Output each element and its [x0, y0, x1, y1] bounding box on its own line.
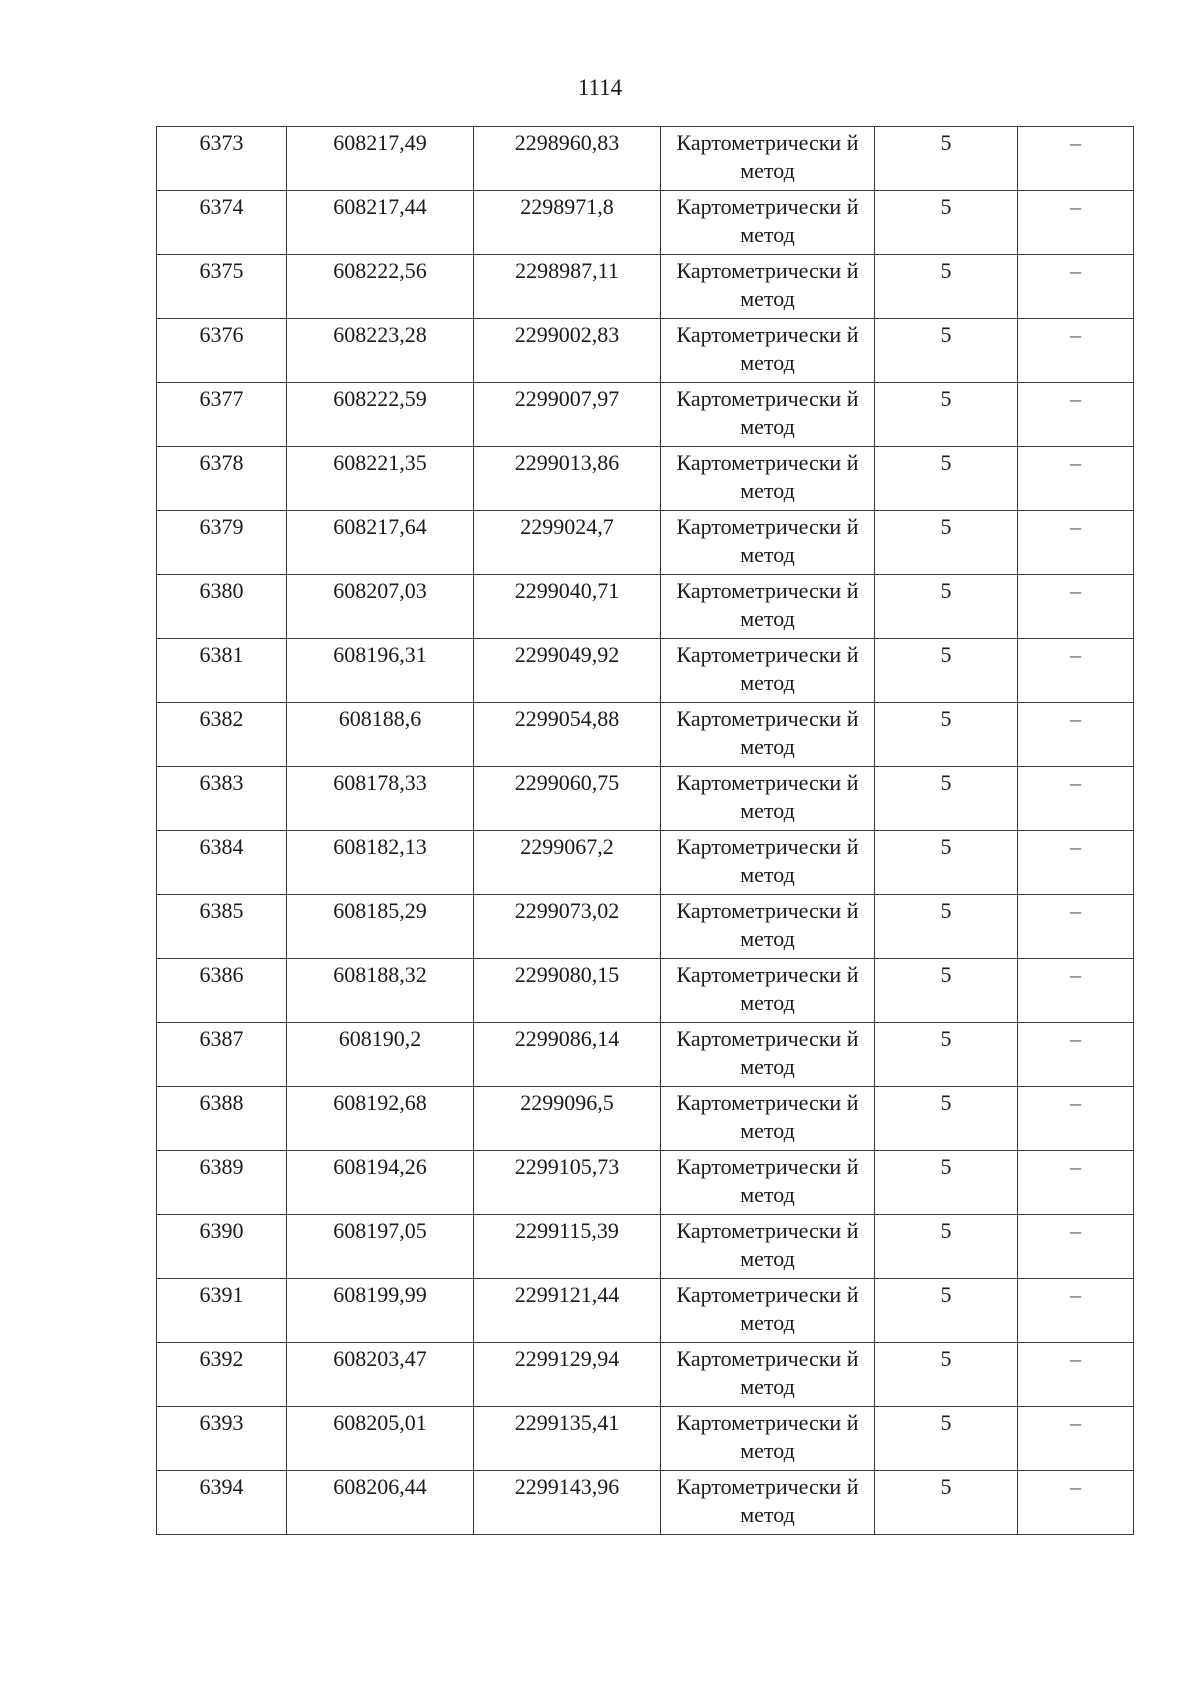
method-cell [661, 511, 875, 575]
point-number-cell [157, 767, 287, 831]
table-row [157, 1279, 1134, 1343]
method-cell-text: Картометрически й метод [676, 1410, 859, 1463]
y-coordinate-cell-text: 2298960,83 [514, 130, 620, 155]
note-cell-text: – [1070, 898, 1081, 923]
point-number-cell [157, 575, 287, 639]
method-cell-text: Картометрически й метод [676, 194, 859, 247]
point-number-cell-text: 6383 [199, 770, 244, 795]
page-number: 1114 [577, 75, 623, 100]
accuracy-cell-text: 5 [940, 514, 952, 539]
table-row [157, 383, 1134, 447]
point-number-cell-text: 6375 [199, 258, 244, 283]
accuracy-cell-text: 5 [940, 450, 952, 475]
note-cell [1018, 383, 1134, 447]
accuracy-cell-text: 5 [940, 1282, 952, 1307]
accuracy-cell-text: 5 [940, 834, 952, 859]
y-coordinate-cell [474, 1279, 661, 1343]
note-cell [1018, 255, 1134, 319]
note-cell-text: – [1070, 770, 1081, 795]
y-coordinate-cell [474, 575, 661, 639]
point-number-cell [157, 639, 287, 703]
point-number-cell-text: 6390 [199, 1218, 244, 1243]
x-coordinate-cell-text: 608185,29 [333, 898, 427, 923]
point-number-cell [157, 1087, 287, 1151]
x-coordinate-cell-text: 608221,35 [333, 450, 427, 475]
accuracy-cell [875, 255, 1018, 319]
accuracy-cell [875, 383, 1018, 447]
accuracy-cell-text: 5 [940, 1346, 952, 1371]
method-cell [661, 1471, 875, 1535]
x-coordinate-cell [287, 191, 474, 255]
y-coordinate-cell [474, 831, 661, 895]
x-coordinate-cell [287, 511, 474, 575]
y-coordinate-cell [474, 191, 661, 255]
method-cell-text: Картометрически й метод [676, 322, 859, 375]
y-coordinate-cell [474, 511, 661, 575]
accuracy-cell-text: 5 [940, 1026, 952, 1051]
x-coordinate-cell [287, 959, 474, 1023]
point-number-cell [157, 447, 287, 511]
method-cell [661, 575, 875, 639]
point-number-cell [157, 1407, 287, 1471]
y-coordinate-cell-text: 2299143,96 [514, 1474, 620, 1499]
point-number-cell [157, 127, 287, 191]
x-coordinate-cell [287, 1151, 474, 1215]
point-number-cell-text: 6377 [199, 386, 244, 411]
point-number-cell [157, 703, 287, 767]
note-cell-text: – [1070, 1474, 1081, 1499]
accuracy-cell-text: 5 [940, 1154, 952, 1179]
note-cell-text: – [1070, 1410, 1081, 1435]
note-cell [1018, 1407, 1134, 1471]
x-coordinate-cell-text: 608188,32 [333, 962, 427, 987]
x-coordinate-cell-text: 608190,2 [338, 1026, 422, 1051]
table-row [157, 511, 1134, 575]
method-cell-text: Картометрически й метод [676, 834, 859, 887]
y-coordinate-cell [474, 255, 661, 319]
x-coordinate-cell [287, 831, 474, 895]
accuracy-cell [875, 1279, 1018, 1343]
note-cell [1018, 319, 1134, 383]
table-row [157, 191, 1134, 255]
note-cell-text: – [1070, 1218, 1081, 1243]
point-number-cell-text: 6373 [199, 130, 244, 155]
accuracy-cell [875, 511, 1018, 575]
note-cell [1018, 1471, 1134, 1535]
y-coordinate-cell [474, 1087, 661, 1151]
point-number-cell-text: 6382 [199, 706, 244, 731]
note-cell-text: – [1070, 1090, 1081, 1115]
note-cell-text: – [1070, 578, 1081, 603]
method-cell-text: Картометрически й метод [676, 578, 859, 631]
y-coordinate-cell [474, 1023, 661, 1087]
table-row [157, 895, 1134, 959]
table-row [157, 575, 1134, 639]
method-cell [661, 191, 875, 255]
point-number-cell [157, 895, 287, 959]
x-coordinate-cell-text: 608217,49 [333, 130, 427, 155]
y-coordinate-cell-text: 2299040,71 [514, 578, 620, 603]
x-coordinate-cell-text: 608203,47 [333, 1346, 427, 1371]
y-coordinate-cell-text: 2299002,83 [514, 322, 620, 347]
method-cell-text: Картометрически й метод [676, 1090, 859, 1143]
y-coordinate-cell [474, 127, 661, 191]
accuracy-cell-text: 5 [940, 1090, 952, 1115]
accuracy-cell-text: 5 [940, 898, 952, 923]
method-cell-text: Картометрически й метод [676, 706, 859, 759]
note-cell [1018, 895, 1134, 959]
method-cell-text: Картометрически й метод [676, 770, 859, 823]
method-cell-text: Картометрически й метод [676, 1474, 859, 1527]
point-number-cell-text: 6376 [199, 322, 244, 347]
accuracy-cell [875, 1407, 1018, 1471]
note-cell-text: – [1070, 386, 1081, 411]
y-coordinate-cell [474, 1407, 661, 1471]
point-number-cell [157, 1215, 287, 1279]
accuracy-cell [875, 767, 1018, 831]
note-cell [1018, 447, 1134, 511]
method-cell [661, 1279, 875, 1343]
accuracy-cell-text: 5 [940, 130, 952, 155]
accuracy-cell-text: 5 [940, 1218, 952, 1243]
method-cell [661, 1343, 875, 1407]
x-coordinate-cell [287, 1215, 474, 1279]
y-coordinate-cell-text: 2298987,11 [515, 258, 619, 283]
point-number-cell [157, 255, 287, 319]
accuracy-cell [875, 191, 1018, 255]
point-number-cell [157, 959, 287, 1023]
method-cell [661, 383, 875, 447]
point-number-cell-text: 6385 [199, 898, 244, 923]
x-coordinate-cell [287, 255, 474, 319]
point-number-cell-text: 6379 [199, 514, 244, 539]
table-row [157, 1151, 1134, 1215]
method-cell-text: Картометрически й метод [676, 514, 859, 567]
table-row [157, 1215, 1134, 1279]
method-cell [661, 703, 875, 767]
y-coordinate-cell [474, 639, 661, 703]
x-coordinate-cell [287, 319, 474, 383]
x-coordinate-cell-text: 608188,6 [338, 706, 422, 731]
y-coordinate-cell-text: 2299121,44 [514, 1282, 620, 1307]
method-cell-text: Картометрически й метод [676, 1346, 859, 1399]
accuracy-cell [875, 959, 1018, 1023]
accuracy-cell [875, 447, 1018, 511]
point-number-cell [157, 511, 287, 575]
point-number-cell [157, 1023, 287, 1087]
method-cell [661, 959, 875, 1023]
accuracy-cell [875, 1023, 1018, 1087]
note-cell-text: – [1070, 1282, 1081, 1307]
y-coordinate-cell-text: 2299115,39 [515, 1218, 619, 1243]
method-cell [661, 319, 875, 383]
x-coordinate-cell-text: 608192,68 [333, 1090, 427, 1115]
point-number-cell-text: 6381 [199, 642, 244, 667]
note-cell-text: – [1070, 322, 1081, 347]
method-cell-text: Картометрически й метод [676, 1218, 859, 1271]
y-coordinate-cell-text: 2298971,8 [520, 194, 614, 219]
accuracy-cell-text: 5 [940, 258, 952, 283]
method-cell [661, 1407, 875, 1471]
point-number-cell-text: 6388 [199, 1090, 244, 1115]
y-coordinate-cell [474, 767, 661, 831]
x-coordinate-cell-text: 608197,05 [333, 1218, 427, 1243]
point-number-cell-text: 6378 [199, 450, 244, 475]
method-cell-text: Картометрически й метод [676, 898, 859, 951]
method-cell-text: Картометрически й метод [676, 962, 859, 1015]
accuracy-cell-text: 5 [940, 962, 952, 987]
y-coordinate-cell-text: 2299073,02 [514, 898, 620, 923]
x-coordinate-cell-text: 608205,01 [333, 1410, 427, 1435]
note-cell [1018, 1215, 1134, 1279]
x-coordinate-cell [287, 447, 474, 511]
method-cell-text: Картометрически й метод [676, 258, 859, 311]
point-number-cell [157, 831, 287, 895]
accuracy-cell [875, 895, 1018, 959]
x-coordinate-cell [287, 1087, 474, 1151]
y-coordinate-cell-text: 2299080,15 [514, 962, 620, 987]
x-coordinate-cell-text: 608196,31 [333, 642, 427, 667]
table-row [157, 831, 1134, 895]
point-number-cell-text: 6392 [199, 1346, 244, 1371]
note-cell-text: – [1070, 130, 1081, 155]
coordinates-table-body [157, 127, 1134, 1535]
method-cell [661, 1023, 875, 1087]
note-cell [1018, 575, 1134, 639]
method-cell-text: Картометрически й метод [676, 130, 859, 183]
x-coordinate-cell [287, 127, 474, 191]
y-coordinate-cell [474, 383, 661, 447]
note-cell [1018, 959, 1134, 1023]
point-number-cell-text: 6374 [199, 194, 244, 219]
accuracy-cell [875, 639, 1018, 703]
note-cell [1018, 511, 1134, 575]
y-coordinate-cell [474, 1215, 661, 1279]
accuracy-cell [875, 127, 1018, 191]
point-number-cell [157, 1151, 287, 1215]
x-coordinate-cell-text: 608223,28 [333, 322, 427, 347]
y-coordinate-cell [474, 319, 661, 383]
x-coordinate-cell [287, 575, 474, 639]
accuracy-cell-text: 5 [940, 194, 952, 219]
accuracy-cell [875, 1215, 1018, 1279]
method-cell-text: Картометрически й метод [676, 450, 859, 503]
note-cell [1018, 191, 1134, 255]
table-row [157, 1407, 1134, 1471]
table-row [157, 639, 1134, 703]
x-coordinate-cell [287, 1023, 474, 1087]
y-coordinate-cell-text: 2299096,5 [520, 1090, 614, 1115]
method-cell [661, 831, 875, 895]
y-coordinate-cell [474, 895, 661, 959]
y-coordinate-cell-text: 2299013,86 [514, 450, 620, 475]
method-cell-text: Картометрически й метод [676, 386, 859, 439]
table-row [157, 1471, 1134, 1535]
table-row [157, 447, 1134, 511]
method-cell [661, 1215, 875, 1279]
y-coordinate-cell [474, 1343, 661, 1407]
note-cell [1018, 831, 1134, 895]
x-coordinate-cell-text: 608178,33 [333, 770, 427, 795]
method-cell-text: Картометрически й метод [676, 642, 859, 695]
x-coordinate-cell [287, 703, 474, 767]
y-coordinate-cell-text: 2299086,14 [514, 1026, 620, 1051]
table-row [157, 255, 1134, 319]
accuracy-cell [875, 1087, 1018, 1151]
method-cell [661, 127, 875, 191]
point-number-cell [157, 383, 287, 447]
x-coordinate-cell [287, 767, 474, 831]
table-row [157, 1343, 1134, 1407]
method-cell-text: Картометрически й метод [676, 1154, 859, 1207]
point-number-cell [157, 1279, 287, 1343]
point-number-cell-text: 6384 [199, 834, 244, 859]
point-number-cell-text: 6380 [199, 578, 244, 603]
y-coordinate-cell-text: 2299049,92 [514, 642, 620, 667]
note-cell-text: – [1070, 258, 1081, 283]
point-number-cell-text: 6387 [199, 1026, 244, 1051]
method-cell [661, 895, 875, 959]
y-coordinate-cell-text: 2299135,41 [514, 1410, 620, 1435]
point-number-cell-text: 6394 [199, 1474, 244, 1499]
method-cell [661, 1151, 875, 1215]
accuracy-cell [875, 575, 1018, 639]
note-cell-text: – [1070, 514, 1081, 539]
accuracy-cell-text: 5 [940, 322, 952, 347]
x-coordinate-cell [287, 1471, 474, 1535]
note-cell [1018, 1279, 1134, 1343]
note-cell [1018, 1343, 1134, 1407]
accuracy-cell-text: 5 [940, 386, 952, 411]
note-cell [1018, 1151, 1134, 1215]
accuracy-cell-text: 5 [940, 1474, 952, 1499]
coordinates-table [156, 126, 1134, 1535]
note-cell-text: – [1070, 450, 1081, 475]
accuracy-cell [875, 1471, 1018, 1535]
note-cell-text: – [1070, 194, 1081, 219]
point-number-cell-text: 6391 [199, 1282, 244, 1307]
point-number-cell-text: 6386 [199, 962, 244, 987]
note-cell [1018, 1087, 1134, 1151]
note-cell-text: – [1070, 1154, 1081, 1179]
x-coordinate-cell-text: 608206,44 [333, 1474, 427, 1499]
y-coordinate-cell-text: 2299060,75 [514, 770, 620, 795]
note-cell-text: – [1070, 1346, 1081, 1371]
point-number-cell [157, 1471, 287, 1535]
note-cell [1018, 767, 1134, 831]
method-cell-text: Картометрически й метод [676, 1026, 859, 1079]
y-coordinate-cell-text: 2299105,73 [514, 1154, 620, 1179]
accuracy-cell-text: 5 [940, 706, 952, 731]
method-cell [661, 255, 875, 319]
y-coordinate-cell [474, 1471, 661, 1535]
accuracy-cell [875, 319, 1018, 383]
table-row [157, 319, 1134, 383]
note-cell [1018, 703, 1134, 767]
table-row [157, 1023, 1134, 1087]
method-cell [661, 447, 875, 511]
note-cell [1018, 127, 1134, 191]
y-coordinate-cell [474, 1151, 661, 1215]
y-coordinate-cell [474, 703, 661, 767]
x-coordinate-cell-text: 608217,44 [333, 194, 427, 219]
accuracy-cell [875, 831, 1018, 895]
point-number-cell [157, 319, 287, 383]
y-coordinate-cell-text: 2299007,97 [514, 386, 620, 411]
table-row [157, 767, 1134, 831]
point-number-cell-text: 6393 [199, 1410, 244, 1435]
accuracy-cell-text: 5 [940, 770, 952, 795]
note-cell-text: – [1070, 834, 1081, 859]
note-cell-text: – [1070, 706, 1081, 731]
note-cell-text: – [1070, 962, 1081, 987]
accuracy-cell [875, 1151, 1018, 1215]
x-coordinate-cell-text: 608199,99 [333, 1282, 427, 1307]
accuracy-cell [875, 703, 1018, 767]
accuracy-cell-text: 5 [940, 578, 952, 603]
x-coordinate-cell [287, 639, 474, 703]
x-coordinate-cell-text: 608217,64 [333, 514, 427, 539]
point-number-cell [157, 191, 287, 255]
note-cell [1018, 639, 1134, 703]
accuracy-cell [875, 1343, 1018, 1407]
method-cell [661, 639, 875, 703]
accuracy-cell-text: 5 [940, 1410, 952, 1435]
table-row [157, 127, 1134, 191]
x-coordinate-cell-text: 608222,59 [333, 386, 427, 411]
x-coordinate-cell [287, 1343, 474, 1407]
method-cell [661, 1087, 875, 1151]
y-coordinate-cell-text: 2299024,7 [520, 514, 614, 539]
point-number-cell-text: 6389 [199, 1154, 244, 1179]
point-number-cell [157, 1343, 287, 1407]
x-coordinate-cell [287, 1279, 474, 1343]
table-row [157, 1087, 1134, 1151]
x-coordinate-cell-text: 608194,26 [333, 1154, 427, 1179]
y-coordinate-cell [474, 959, 661, 1023]
table-row [157, 703, 1134, 767]
x-coordinate-cell-text: 608222,56 [333, 258, 427, 283]
note-cell [1018, 1023, 1134, 1087]
table-row [157, 959, 1134, 1023]
y-coordinate-cell-text: 2299054,88 [514, 706, 620, 731]
x-coordinate-cell [287, 895, 474, 959]
note-cell-text: – [1070, 1026, 1081, 1051]
y-coordinate-cell [474, 447, 661, 511]
note-cell-text: – [1070, 642, 1081, 667]
accuracy-cell-text: 5 [940, 642, 952, 667]
x-coordinate-cell-text: 608207,03 [333, 578, 427, 603]
method-cell [661, 767, 875, 831]
x-coordinate-cell-text: 608182,13 [333, 834, 427, 859]
method-cell-text: Картометрически й метод [676, 1282, 859, 1335]
x-coordinate-cell [287, 1407, 474, 1471]
x-coordinate-cell [287, 383, 474, 447]
y-coordinate-cell-text: 2299129,94 [514, 1346, 620, 1371]
y-coordinate-cell-text: 2299067,2 [520, 834, 614, 859]
